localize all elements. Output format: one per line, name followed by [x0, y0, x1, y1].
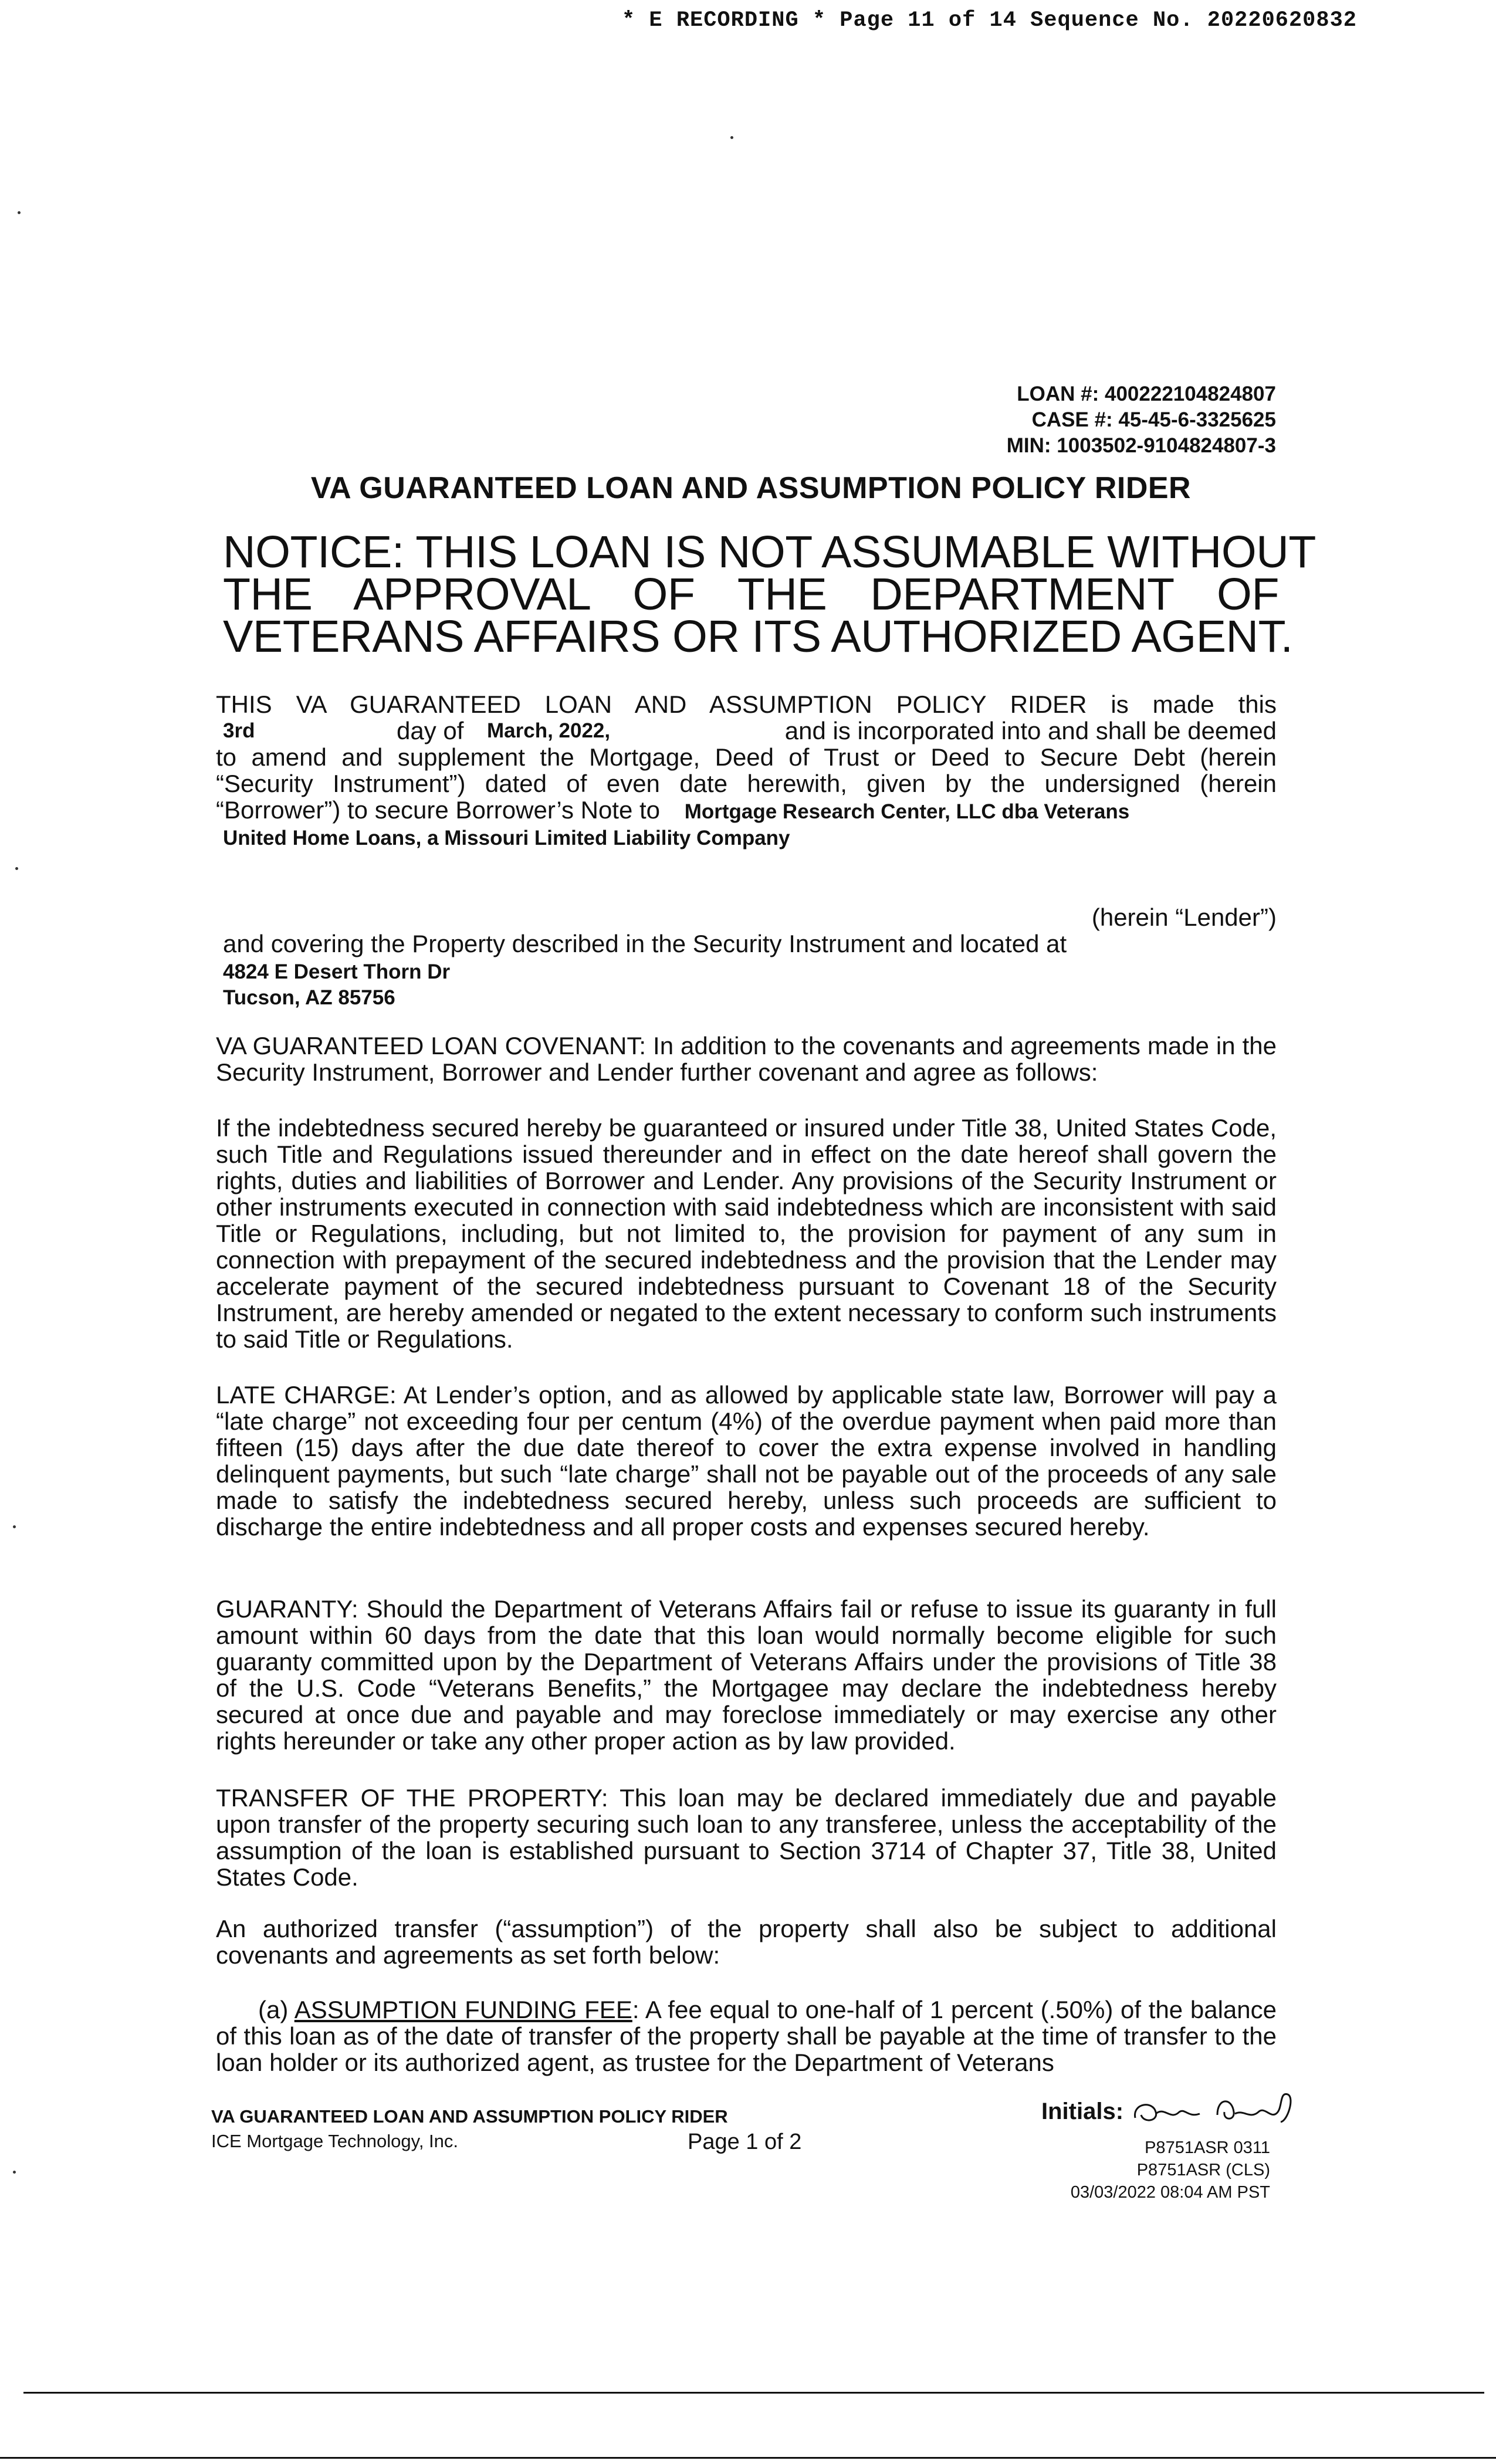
form-code-2: P8751ASR (CLS) [1136, 2161, 1270, 2179]
timestamp: 03/03/2022 08:04 AM PST [1070, 2183, 1270, 2202]
covenant-paragraph: VA GUARANTEED LOAN COVENANT: In addition to the covenants and agreements made in the Security Instrument, Borrower and Lender further covenant and agree as follows: [216, 1032, 1277, 1086]
footer-left [211, 2104, 728, 2154]
address-line-2: Tucson, AZ 85756 [223, 986, 395, 1009]
intro-line: THIS VA GUARANTEED LOAN AND ASSUMPTION POLICY RIDER is made this [216, 691, 1277, 718]
recording-header: * E RECORDING * Page 11 of 14 Sequence No. 20220620832 [622, 8, 1357, 33]
notice-line: THE APPROVAL OF THE DEPARTMENT OF [223, 569, 1279, 620]
loan-info [1007, 381, 1276, 459]
covering-property: and covering the Property described in the Security Instrument and located at [223, 930, 1067, 957]
intro-paragraph [216, 691, 1277, 851]
scan-speck [730, 136, 733, 139]
intro-line-5 [216, 797, 1277, 825]
loan-number: LOAN #: 400222104824807 [1017, 383, 1276, 405]
notice-line: NOTICE: THIS LOAN IS NOT ASSUMABLE WITHOUT [223, 527, 1316, 577]
lender-name-part-1: Mortgage Research Center, LLC dba Veterans [684, 800, 1130, 823]
intro-line-2-tail: and is incorporated into and shall be deemed [784, 717, 1277, 744]
address-line-1: 4824 E Desert Thorn Dr [223, 960, 451, 983]
fee-prefix: (a) [258, 1996, 289, 2023]
guaranty-paragraph: GUARANTY: Should the Department of Veterans Affairs fail or refuse to issue its guaranty in full amount within 60 days from the date that this loan would normally become eligible for such guaranty committed upon by the Department of Veterans Affairs under the provisions of Title 38 of the U.S. Code “Veterans Benefits,” the Mortgagee may declare the indebtedness hereby secured at once due and payable and may foreclose immediately or may exercise any other rights hereunder or take any other proper action as by law provided. [216, 1595, 1277, 1755]
fee-heading: ASSUMPTION FUNDING FEE [294, 1996, 632, 2023]
document-title: VA GUARANTEED LOAN AND ASSUMPTION POLICY RIDER [310, 471, 1192, 505]
herein-lender: (herein “Lender”) [1091, 903, 1277, 931]
authorized-transfer-paragraph: An authorized transfer (“assumption”) of the property shall also be subject to additional covenants and agreements as set forth below: [216, 1915, 1277, 1969]
intro-line-2 [216, 717, 1277, 744]
case-number: CASE #: 45-45-6-3325625 [1031, 408, 1276, 431]
day-value: 3rd [223, 719, 255, 742]
transfer-paragraph: TRANSFER OF THE PROPERTY: This loan may be declared immediately due and payable upon transfer of the property securing such loan to any transferee, unless the acceptability of the assumption of the loan is established pursuant to Section 3714 of Chapter 37, Title 38, United States Code. [216, 1784, 1277, 1891]
notice-line: VETERANS AFFAIRS OR ITS AUTHORIZED AGENT. [223, 611, 1293, 662]
scan-speck [13, 2171, 16, 2174]
footer-form-title: VA GUARANTEED LOAN AND ASSUMPTION POLICY RIDER [211, 2106, 728, 2127]
initials-label: Initials: [1041, 2099, 1124, 2124]
property-address [223, 959, 450, 1011]
initials-signature [1129, 2086, 1305, 2133]
lender-name-part-2: United Home Loans, a Missouri Limited Liability Company [223, 827, 790, 849]
min-number: MIN: 1003502-9104824807-3 [1006, 434, 1276, 457]
form-code-1: P8751ASR 0311 [1145, 2138, 1270, 2157]
title38-paragraph: If the indebtedness secured hereby be guaranteed or insured under Title 38, United States Code, such Title and Regulations issued thereunder and in effect on the date hereof shall govern the rights, duties and liabilities of Borrower and Lender. Any provisions of the Security Instrument or other instruments executed in connection with said indebtedness which are inconsistent with said Title or Regulations, including, but not limited to, the provision for payment of any sum in connection with prepayment of the secured indebtedness and the provision that the Lender may accelerate payment of the secured indebtedness pursuant to Covenant 18 of the Security Instrument, are hereby amended or negated to the extent necessary to conform such instruments to said Title or Regulations. [216, 1114, 1277, 1353]
scan-speck [13, 1525, 16, 1528]
bottom-rule [0, 2457, 1496, 2459]
intro-line-5-head: “Borrower”) to secure Borrower’s Note to [216, 796, 661, 824]
month-year-value: March, 2022, [487, 719, 611, 742]
day-of-label: day of [397, 717, 464, 744]
footer-company: ICE Mortgage Technology, Inc. [211, 2131, 459, 2151]
scan-speck [18, 211, 21, 214]
bottom-rule [23, 2392, 1484, 2394]
funding-fee-paragraph [216, 1996, 1277, 2076]
notice-block [223, 527, 1316, 662]
page-number: Page 1 of 2 [688, 2130, 802, 2154]
footer-right [1071, 2137, 1270, 2204]
late-charge-paragraph: LATE CHARGE: At Lender’s option, and as allowed by applicable state law, Borrower will pay a “late charge” not exceeding four per centum (4%) of the overdue payment when paid more than fifteen (15) days after the due date thereof to cover the extra expense involved in handling delinquent payments, but such “late charge” shall not be payable out of the proceeds of any sale made to satisfy the indebtedness secured hereby, unless such proceeds are sufficient to discharge the entire indebtedness and all proper costs and expenses secured hereby. [216, 1381, 1277, 1541]
intro-line: to amend and supplement the Mortgage, Deed of Trust or Deed to Secure Debt (herein [216, 743, 1277, 771]
scan-speck [15, 867, 18, 870]
intro-line: “Security Instrument”) dated of even date herewith, given by the undersigned (herein [216, 770, 1277, 797]
fee-text: : A fee equal to one-half of 1 percent (.50%) of the balance of this loan as of the date of transfer of the property shall be payable at the time of transfer to the loan holder or its authorized agent, as trustee for the Department of Veterans [216, 1996, 1277, 2076]
